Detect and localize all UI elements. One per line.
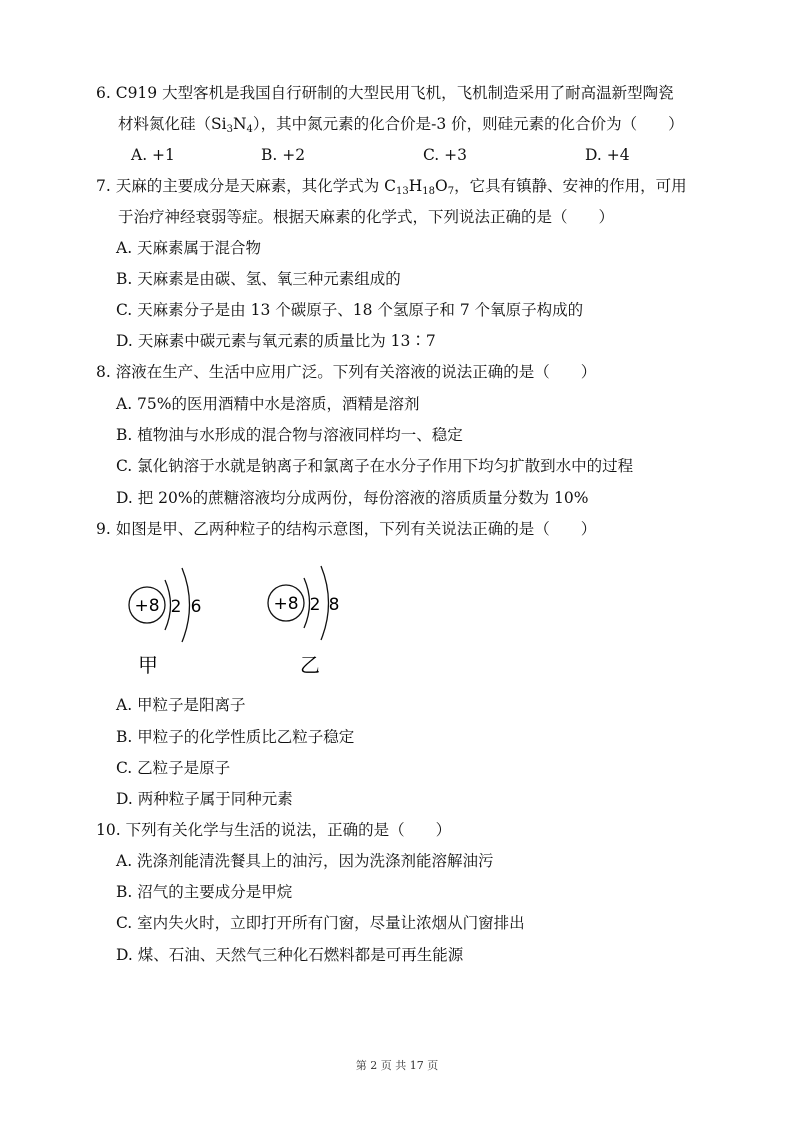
particle-yi-nucleus-charge: +8 bbox=[273, 594, 299, 614]
q10-option-d: D. 煤、石油、天然气三种化石燃料都是可再生能源 bbox=[116, 946, 464, 964]
particle-yi-label: 乙 bbox=[300, 653, 320, 677]
q8-option-c: C. 氯化钠溶于水就是钠离子和氯离子在水分子作用下均匀扩散到水中的过程 bbox=[116, 457, 634, 475]
q6-option-a: A. +1 bbox=[131, 146, 175, 164]
q9-option-d: D. 两种粒子属于同种元素 bbox=[116, 790, 293, 808]
q8-stem-line1: 8. 溶液在生产、生活中应用广泛。下列有关溶液的说法正确的是（ ） bbox=[96, 363, 597, 381]
q7-option-b: B. 天麻素是由碳、氢、氧三种元素组成的 bbox=[116, 270, 401, 288]
q7-stem-line1: 7. 天麻的主要成分是天麻素，其化学式为 $C_{13}H_{18}O_7$，它具有镇静、安神的作用，可用 bbox=[96, 177, 687, 197]
particle-jia-nucleus-charge: +8 bbox=[134, 596, 160, 616]
q7-option-d: D. 天麻素中碳元素与氧元素的质量比为 13∶7 bbox=[116, 332, 436, 350]
q6-option-c: C. +3 bbox=[423, 146, 468, 164]
particle-yi-shell-2-electrons: 8 bbox=[328, 595, 340, 615]
particle-yi-shell-arc-2 bbox=[321, 566, 329, 640]
q10-option-c: C. 室内失火时，立即打开所有门窗，尽量让浓烟从门窗排出 bbox=[116, 914, 525, 932]
q8-option-d: D. 把 20%的蔗糖溶液均分成两份，每份溶液的溶质质量分数为 10% bbox=[116, 489, 589, 507]
page-footer: 第 2 页 共 17 页 bbox=[355, 1059, 439, 1072]
q9-option-b: B. 甲粒子的化学性质比乙粒子稳定 bbox=[116, 728, 355, 746]
q6-options bbox=[0, 144, 794, 166]
q10-stem-line1: 10. 下列有关化学与生活的说法，正确的是（ ） bbox=[96, 821, 452, 839]
q7-option-c: C. 天麻素分子是由 13 个碳原子、18 个氢原子和 7 个氧原子构成的 bbox=[116, 301, 584, 319]
q8-option-b: B. 植物油与水形成的混合物与溶液同样均一、稳定 bbox=[116, 426, 463, 444]
particle-jia-label: 甲 bbox=[138, 653, 158, 677]
particle-jia-shell-arc-2 bbox=[182, 568, 190, 642]
particle-jia bbox=[129, 568, 201, 677]
particle-yi bbox=[268, 566, 339, 677]
q6-stem-line1: 6. C919 大型客机是我国自行研制的大型民用飞机，飞机制造采用了耐高温新型陶瓷 bbox=[96, 84, 674, 102]
particle-jia-shell-1-electrons: 2 bbox=[170, 597, 182, 617]
q7-option-a: A. 天麻素属于混合物 bbox=[116, 239, 262, 257]
q9-option-c: C. 乙粒子是原子 bbox=[116, 759, 231, 777]
q9-option-a: A. 甲粒子是阳离子 bbox=[116, 696, 246, 714]
q6-option-b: B. +2 bbox=[261, 146, 306, 164]
particle-structure-diagram bbox=[110, 548, 370, 683]
q9-stem-line1: 9. 如图是甲、乙两种粒子的结构示意图，下列有关说法正确的是（ ） bbox=[96, 520, 597, 538]
q7-stem-line2: 于治疗神经衰弱等症。根据天麻素的化学式，下列说法正确的是（ ） bbox=[118, 208, 615, 226]
q6-stem-line2: 材料氮化硅$(Si_3N_4)$，其中氮元素的化合价是-3 价，则硅元素的化合价为（ ） bbox=[118, 115, 684, 135]
q10-option-a: A. 洗涤剂能清洗餐具上的油污，因为洗涤剂能溶解油污 bbox=[116, 852, 494, 870]
q10-option-b: B. 沼气的主要成分是甲烷 bbox=[116, 883, 293, 901]
particle-yi-shell-1-electrons: 2 bbox=[309, 595, 321, 615]
particle-jia-shell-2-electrons: 6 bbox=[190, 597, 202, 617]
q8-option-a: A. 75%的医用酒精中水是溶质，酒精是溶剂 bbox=[116, 395, 420, 413]
q6-option-d: D. +4 bbox=[585, 146, 630, 164]
